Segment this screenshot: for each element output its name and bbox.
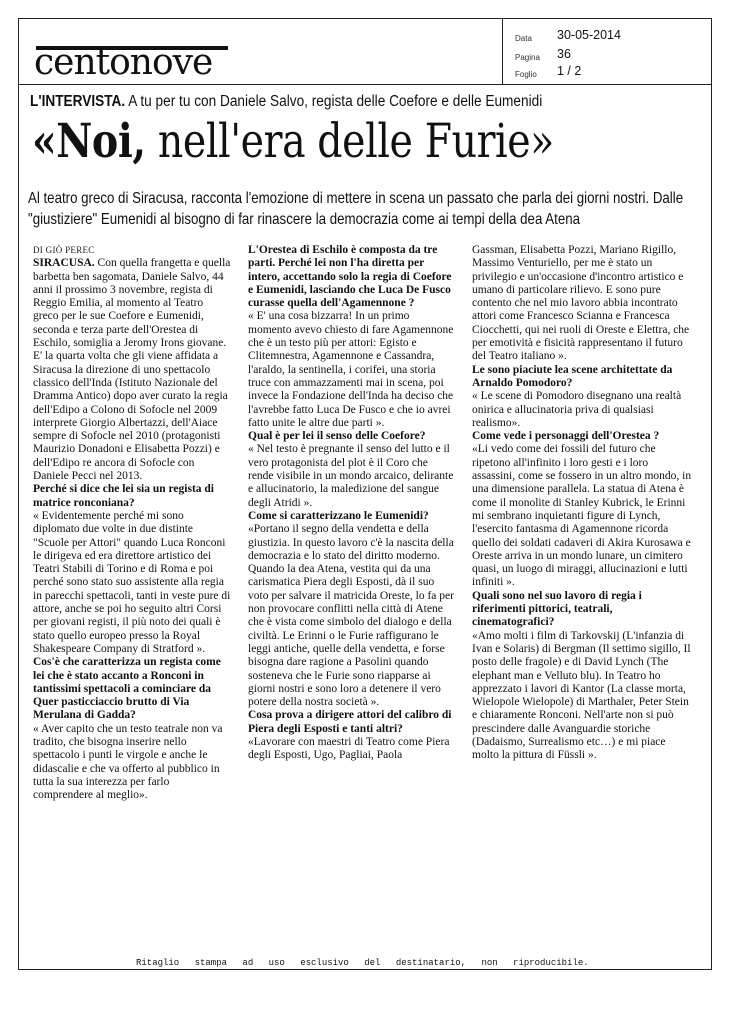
interview-question: L'Orestea di Eschilo è composta da tre parti. Perché lei non l'ha diretta per intero, accettando solo la regia di Coefore e Eumenidi, lasciando che Luca De Fusco curasse quella dell'Agamennone ? <box>248 244 452 310</box>
meta-label: Data <box>515 34 532 43</box>
footer <box>24 958 708 970</box>
kicker-label: L'INTERVISTA. <box>30 93 126 110</box>
meta-label: Foglio <box>515 70 537 79</box>
article-standfirst: Al teatro greco di Siracusa, racconta l'emozione di mettere in scena un passato che parla dei giorni nostri. Dalle "giustiziere" Eumenidi al bisogno di far rinascere la democrazia come ai tempi della dea Atena <box>28 190 684 228</box>
interview-answer: «Li vedo come dei fossili del futuro che ripetono all'infinito i loro gesti e i loro assassini, come se fossero in un altro mondo, in una dimensione parallela. La statua di Atena è come il monolite di Stanley Kubrick, le Erinni mi sembrano inquietanti figure di Lynch, l'esercito fantasma di Agamennone ricorda quello dei soldati cadaveri di Akira Kurosawa e Oreste arriva in un mondo lunare, un cimitero quasi, un luogo di miraggi, allucinazioni e lutti infiniti ». <box>472 443 692 589</box>
kicker-text: A tu per tu con Daniele Salvo, regista delle Coefore e delle Eumenidi <box>125 93 543 110</box>
interview-question: Come vede i personaggi dell'Orestea ? <box>472 430 660 443</box>
article-column-2 <box>248 244 455 763</box>
article-column-3 <box>472 244 692 763</box>
interview-answer: «Lavorare con maestri di Teatro come Piera degli Esposti, Ugo, Pagliai, Paola <box>248 735 450 762</box>
lead-paragraph <box>33 257 231 483</box>
interview-question: Perché si dice che lei sia un regista di matrice ronconiana? <box>33 483 215 509</box>
masthead <box>18 18 712 85</box>
newspaper-logo: centonove <box>34 42 213 83</box>
interview-answer: « Nel testo è pregnante il senso del lutto e il vero protagonista del plot è il Coro che rende visibile in un mondo arcaico, delirante e allucinatorio, la maledizione del sangue degli Atridi ». <box>248 443 454 509</box>
interview-answer: «Portano il segno della vendetta e della giustizia. In questo lavoro c'è la nascita della democrazia e lo stato del diritto moderno. Quando la dea Atena, vestita qui da una carismatica Piera degli Esposti, dà il suo voto per salvare il matricida Oreste, lo fa per non provocare conflitti nella città di Atene che è vista come simbolo del dialogo e della civiltà. Le Erinni o le Furie raffigurano le leggi antiche, quelle della vendetta, e forse bisogna dare ragione a Pasolini quando sosteneva che le Furie sono riapparse ai giorni nostri e sono loro a detenere il vero potere della nostra società ». <box>248 523 454 709</box>
interview-answer: « Aver capito che un testo teatrale non va tradito, che bisogna inserire nello spettacolo i punti le virgole e anche le didascalie e che va offerto al pubblico in tutta la sua interezza per farlo comprendere al meglio». <box>33 722 223 802</box>
article-kicker <box>30 93 542 111</box>
interview-answer: « E' una cosa bizzarra! In un primo momento avevo chiesto di fare Agamennone che è un testo più per attori: Egisto e Clitemnestra, Agamennone e Cassandra, l'araldo, la sentinella, i corifei, una storia truce con ammazzamenti mai in scena, poi invece la Fondazione dell'Inda ha deciso che l'avrebbe fatto Luca De Fusco e che io avrei fatto unite le altre due parti ». <box>248 310 454 429</box>
headline-rest: nell'era delle Furie» <box>145 114 554 169</box>
footer-disclaimer: Ritaglio stampa ad uso esclusivo del destinatario, non riproducibile. <box>136 958 589 968</box>
meta-value: 1 / 2 <box>557 64 582 78</box>
interview-answer: Gassman, Elisabetta Pozzi, Mariano Rigillo, Massimo Venturiello, per me è stato un privilegio e un'occasione d'incontro artistico e umano di particolare rilievo. E sono pure contento che nel mio lavoro abbia incontrato attori come Francesco Scianna e Francesca Ciocchetti, qui nei ruoli di Oreste e Elettra, che per emotività e fisicità rappresentano il futuro del Teatro italiano ». <box>472 244 690 363</box>
lead-text: Con quella frangetta e quella barbetta ben sagomata, Daniele Salvo, 44 anni il prossimo 3 novembre, regista di Reggio Emilia, al momento al Teatro greco per le sue Coefore e Eumenidi, seconda e terza parte dell'Orestea di Eschilo, somiglia a Jeromy Irons giovane. E' la quarta volta che gli viene affidata a Siracusa la direzione di uno spettacolo classico dell'Inda (Istituto Nazionale del Dramma Antico) dopo aver curato la regia dell'Edipo a Colono di Sofocle nel 2009 interprete Giorgio Albertazzi, dell'Aiace sempre di Sofocle nel 2010 (protagonisti Maurizio Donadoni e Elisabetta Pozzi) e dell'Edipo re ancora di Sofocle con Daniele Pecci nel 2013. <box>33 257 231 483</box>
meta-label: Pagina <box>515 53 540 62</box>
meta-value: 30-05-2014 <box>557 28 621 42</box>
headline-bold: «Noi, <box>32 114 146 169</box>
interview-question: Come si caratterizzano le Eumenidi? <box>248 509 429 522</box>
interview-question: Qual è per lei il senso delle Coefore? <box>248 430 426 443</box>
interview-question: Quali sono nel suo lavoro di regia i riferimenti pittorici, teatrali, cinematografici? <box>472 589 642 629</box>
interview-question: Cos'è che caratterizza un regista come lei che è stato accanto a Ronconi in tantissimi spettacoli a cominciare da Quer pasticciaccio brutto di Via Merulana di Gadda? <box>33 656 221 722</box>
byline: DI GIÒ PEREC <box>33 245 95 255</box>
article-column-1 <box>33 244 231 802</box>
interview-question: Cosa prova a dirigere attori del calibro di Piera degli Esposti e tanti altri? <box>248 709 452 735</box>
dateline: SIRACUSA. <box>33 257 95 270</box>
interview-answer: «Amo molti i film di Tarkovskij (L'infanzia di Ivan e Solaris) di Bergman (Il settimo sigillo, Il posto delle fragole) e di David Lynch (The elephant man e Velluto blu). In Teatro ho apprezzato i lavori di Kantor (La classe morta, Wielopole Wielopole) di Marthaler, Peter Stein e chiaramente Ronconi. Nell'arte non si può prescindere dalle Avanguardie storiche (Dadaismo, Surrealismo etc…) e mi piace molto la pittura di Füssli ». <box>472 629 691 762</box>
interview-answer: « Evidentemente perché mi sono diplomato due volte in due distinte "Scuole per Attori" quando Luca Ronconi le dirigeva ed era direttore artistico dei Teatri Stabili di Torino e di Roma e poi perché sono stato suo assistente alla regia in parecchi spettacoli, tanti in veste pure di attore, anche se poi ho seguito altri Corsi per giovani registi, il più noto dei quali è stato quello europeo presso la Royal Shakespeare Company di Stratford ». <box>33 509 231 655</box>
clipping-meta <box>502 18 713 84</box>
interview-question: Le sono piaciute lea scene architettate da Arnaldo Pomodoro? <box>472 363 673 389</box>
meta-value: 36 <box>557 47 571 61</box>
interview-answer: « Le scene di Pomodoro disegnano una realtà onirica e allucinatoria priva di qualsiasi realismo». <box>472 390 682 429</box>
article-headline <box>32 114 554 169</box>
